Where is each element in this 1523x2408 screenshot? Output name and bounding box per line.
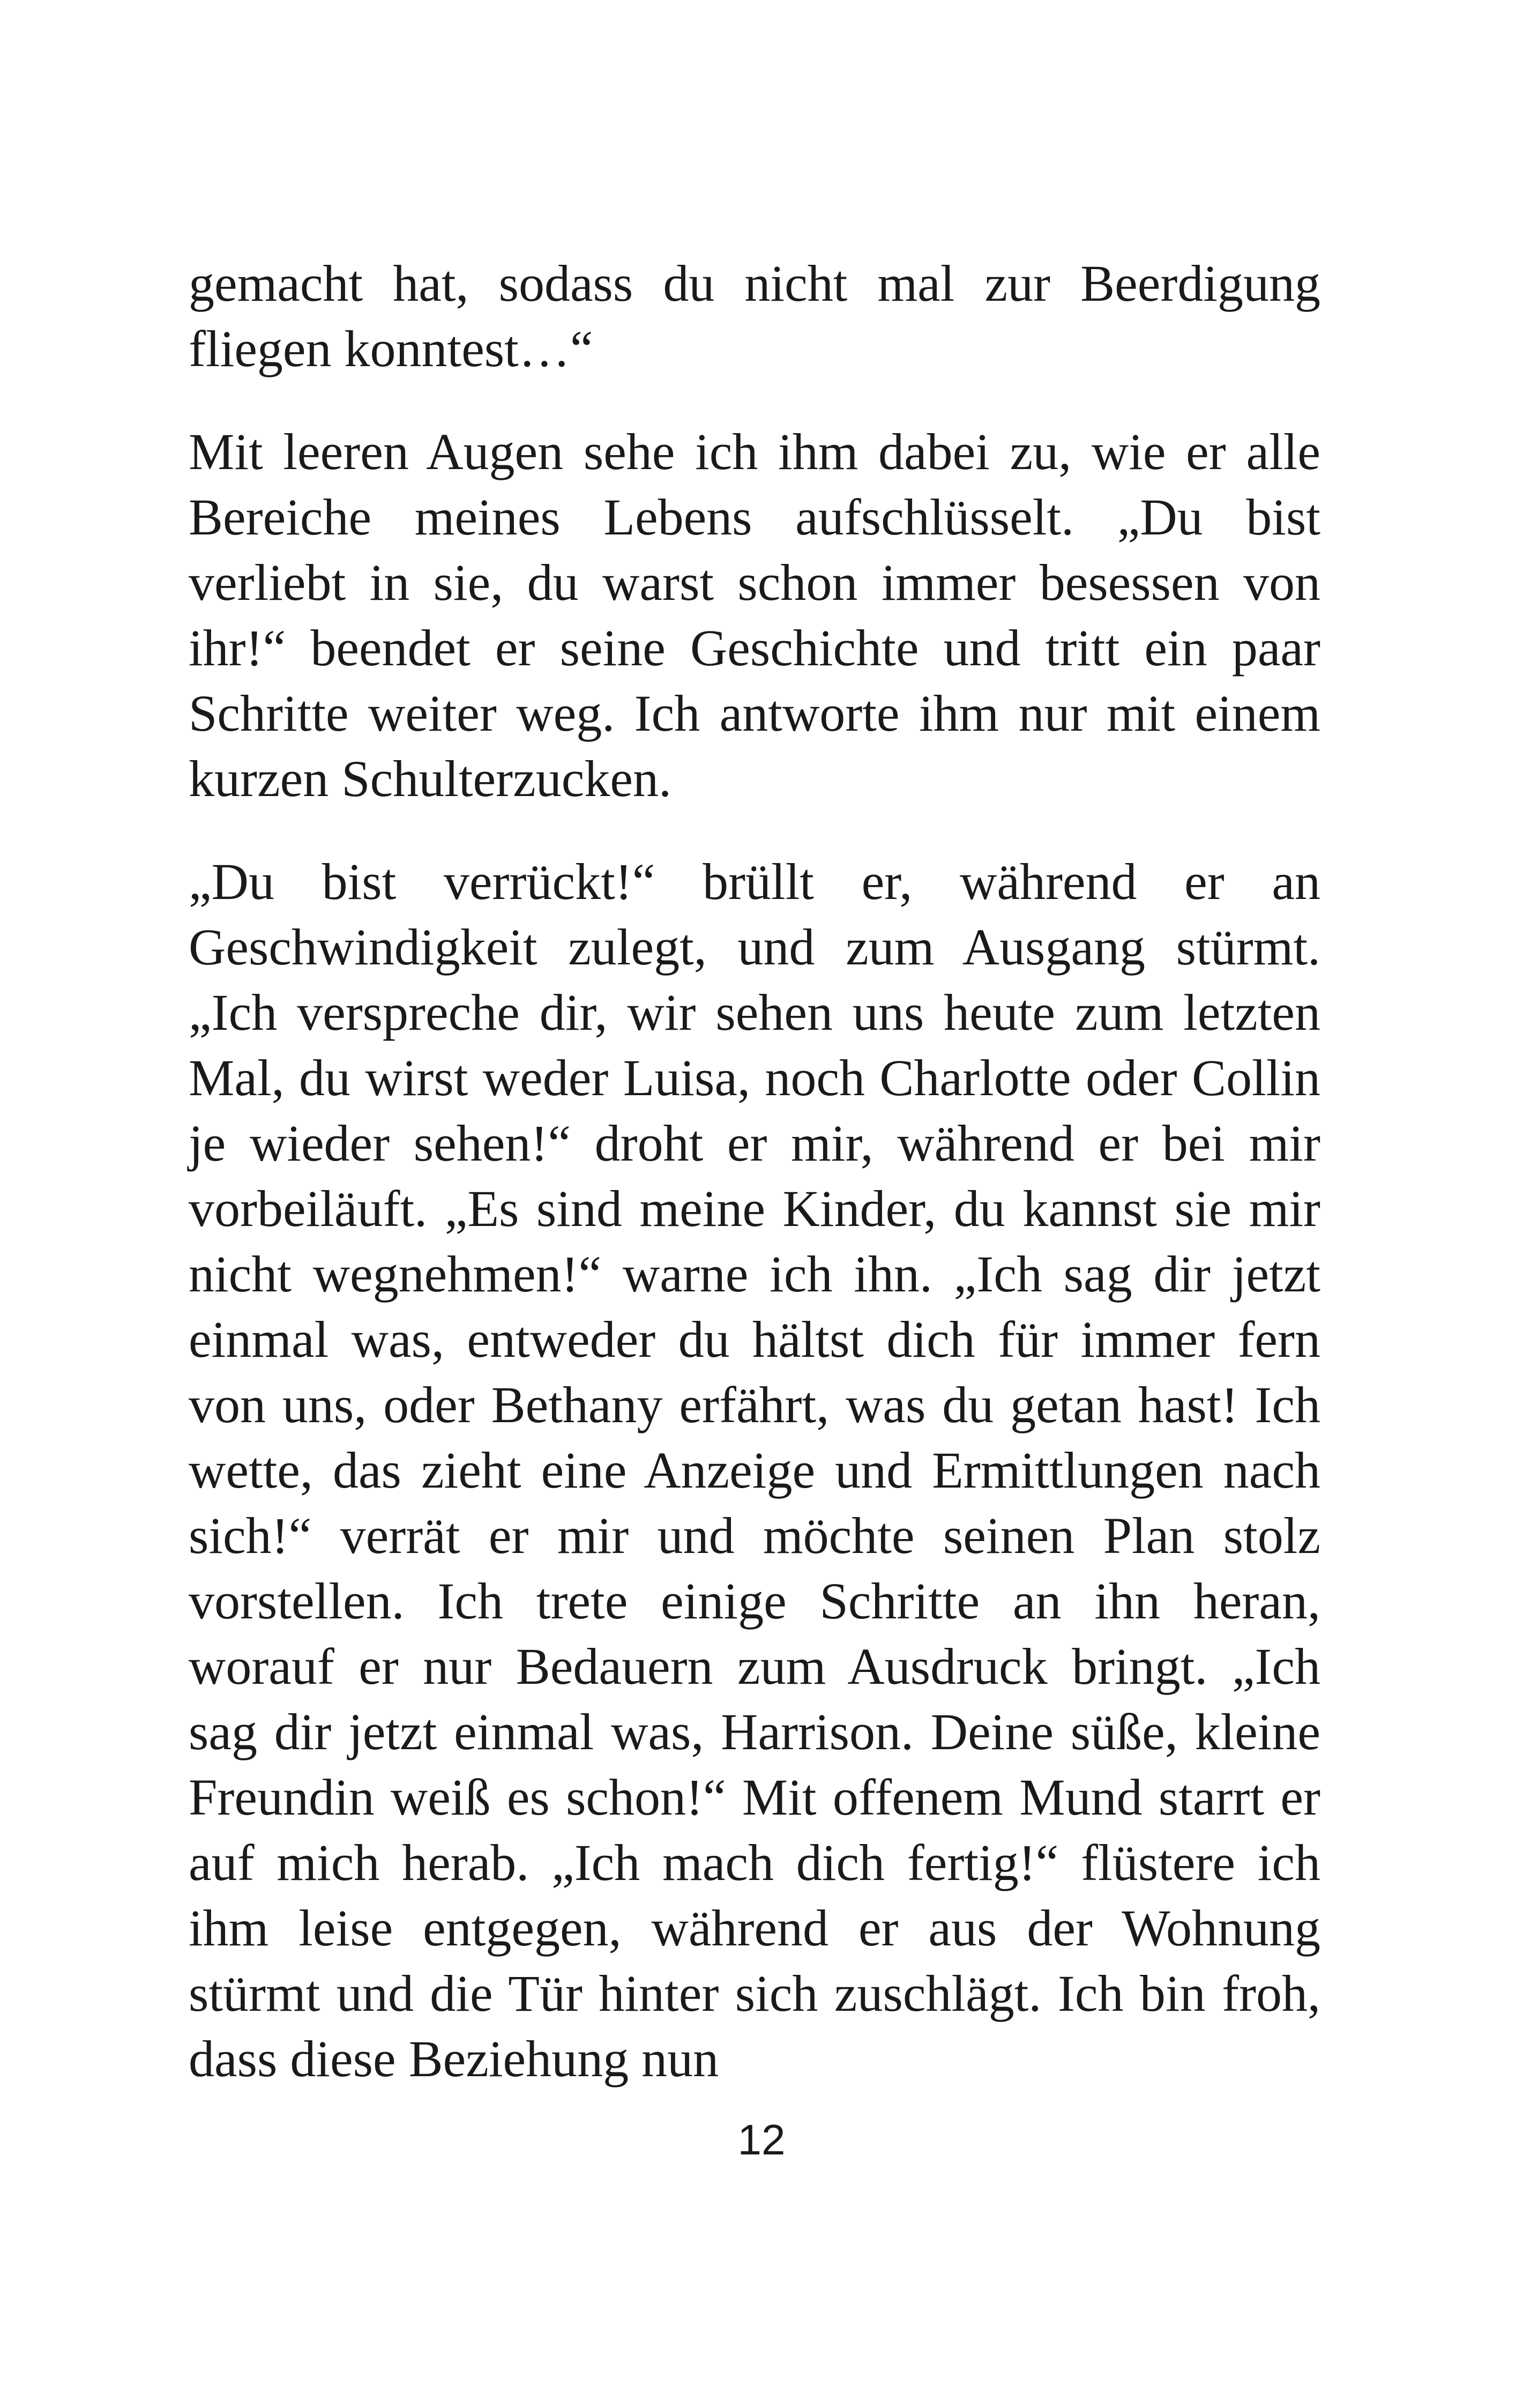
page-number: 12 xyxy=(737,2116,786,2164)
paragraph-2: Mit leeren Augen sehe ich ihm dabei zu, wie er alle Bereiche meines Lebens aufschlüsselt. „Du bist verliebt in sie, du warst schon immer besessen von ihr!“ beendet er seine Geschichte und tritt ein paar Schritte weiter weg. Ich antworte ihm nur mit einem kurzen Schulterzucken. xyxy=(189,423,1320,807)
page-body xyxy=(189,251,1320,2092)
paragraph-3: „Du bist verrückt!“ brüllt er, während er an Geschwindigkeit zulegt, und zum Ausgang stürmt. „Ich verspreche dir, wir sehen uns heute zum letzten Mal, du wirst weder Luisa, noch Charlotte oder Collin je wieder sehen!“ droht er mir, während er bei mir vorbeiläuft. „Es sind meine Kinder, du kannst sie mir nicht wegnehmen!“ warne ich ihn. „Ich sag dir jetzt einmal was, entweder du hältst dich für immer fern von uns, oder Bethany erfährt, was du getan hast! Ich wette, das zieht eine Anzeige und Ermittlungen nach sich!“ verrät er mir und möchte seinen Plan stolz vorstellen. Ich trete einige Schritte an ihn heran, worauf er nur Bedauern zum Ausdruck bringt. „Ich sag dir jetzt einmal was, Harrison. Deine süße, kleine Freundin weiß es schon!“ Mit offenem Mund starrt er auf mich herab. „Ich mach dich fertig!“ flüstere ich ihm leise entgegen, während er aus der Wohnung stürmt und die Tür hinter sich zuschlägt. Ich bin froh, dass diese Beziehung nun xyxy=(189,853,1320,2087)
paragraph-1: gemacht hat, sodass du nicht mal zur Beerdigung fliegen konntest…“ xyxy=(189,255,1320,377)
